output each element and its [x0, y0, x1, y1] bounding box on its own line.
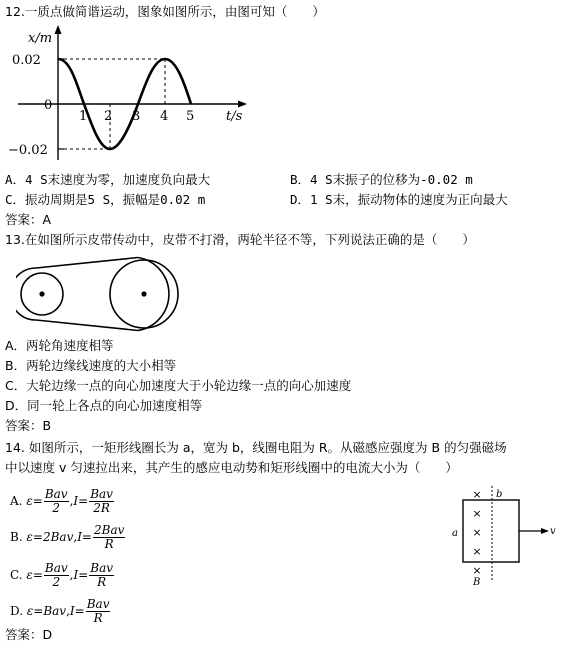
q13-option-b: B．两轮边缘线速度的大小相等 [5, 358, 177, 373]
q14-label-a: a [452, 528, 458, 539]
q12-shm-graph [0, 22, 260, 164]
q12-x-tick-3: 3 [132, 109, 141, 124]
q14-label-b: b [496, 489, 503, 500]
q14-option-a: A. ε= $\frac{\text{Bav}}{2}$ ,I= $\frac{\text{Bav}}{2R}$ [10, 487, 113, 515]
q12-x-axis-arrow [238, 101, 247, 108]
q14-coil-figure [440, 484, 560, 588]
q12-option-a: A．4 S末速度为零，加速度负向最大 [5, 172, 211, 187]
q13-belt-drive-figure [16, 256, 186, 332]
q12-option-d: D．1 S末，振动物体的速度为正向最大 [290, 192, 508, 207]
q12-y-tick-top: 0.02 [12, 53, 41, 68]
q13-belt-top [36, 258, 138, 269]
q12-stem: 12.一质点做简谐运动，图象如图所示，由图可知（ ） [5, 4, 325, 19]
q14-field-cross: × [472, 526, 482, 539]
q12-option-c: C．振动周期是5 S，振幅是0.02 m [5, 192, 206, 207]
q14-field-cross: × [472, 488, 482, 501]
q12-y-tick-zero: 0 [44, 98, 53, 113]
q13-stem: 13.在如图所示皮带传动中，皮带不打滑，两轮半径不等，下列说法正确的是（ ） [5, 232, 475, 247]
q14-field-cross: × [472, 507, 482, 520]
q14-option-d: D. ε=Bav,I= $\frac{\text{Bav}}{R}$ [10, 597, 110, 625]
q12-x-tick-2: 2 [104, 109, 113, 124]
q13-belt-bottom [36, 320, 138, 331]
q14-stem-line1: 14. 如图所示，一矩形线圈长为 a，宽为 b，线圈电阻为 R。从磁感应强度为 B 的匀强磁场 [5, 440, 507, 455]
q14-option-b: B. ε=2Bav,I= $\frac{\text{2Bav}}{R}$ [10, 523, 125, 551]
q14-rectangular-coil [463, 500, 519, 562]
q14-label-B: B [473, 577, 481, 588]
q12-y-axis-label: x/m [28, 31, 53, 46]
q13-answer: 答案：B [5, 418, 52, 433]
q14-stem-line2: 中以速度 v 匀速拉出来，其产生的感应电动势和矩形线圈中的电流大小为（ ） [5, 460, 458, 475]
q13-option-d: D．同一轮上各点的向心加速度相等 [5, 398, 203, 413]
q12-x-tick-4: 4 [160, 109, 169, 124]
q13-large-wheel-axle [141, 291, 146, 296]
q12-answer: 答案：A [5, 212, 52, 227]
q13-option-a: A．两轮角速度相等 [5, 338, 114, 353]
q12-y-tick-bottom: −0.02 [8, 143, 48, 158]
q12-y-axis-arrow [55, 25, 62, 34]
q14-field-cross: × [472, 545, 482, 558]
q12-x-tick-5: 5 [186, 109, 195, 124]
q14-label-v: v [550, 526, 556, 537]
q12-option-b: B．4 S末振子的位移为-0.02 m [290, 172, 473, 187]
q14-answer: 答案：D [5, 627, 53, 642]
q14-field-cross: × [472, 564, 482, 577]
q14-velocity-arrowhead [541, 528, 549, 534]
q12-x-axis-label: t/s [226, 109, 243, 124]
q13-small-wheel-axle [39, 291, 44, 296]
q14-option-c: C. ε= $\frac{\text{Bav}}{2}$ ,I= $\frac{\text{Bav}}{R}$ [10, 561, 114, 589]
q12-x-tick-1: 1 [79, 109, 88, 124]
q13-option-c: C．大轮边缘一点的向心加速度大于小轮边缘一点的向心加速度 [5, 378, 352, 393]
